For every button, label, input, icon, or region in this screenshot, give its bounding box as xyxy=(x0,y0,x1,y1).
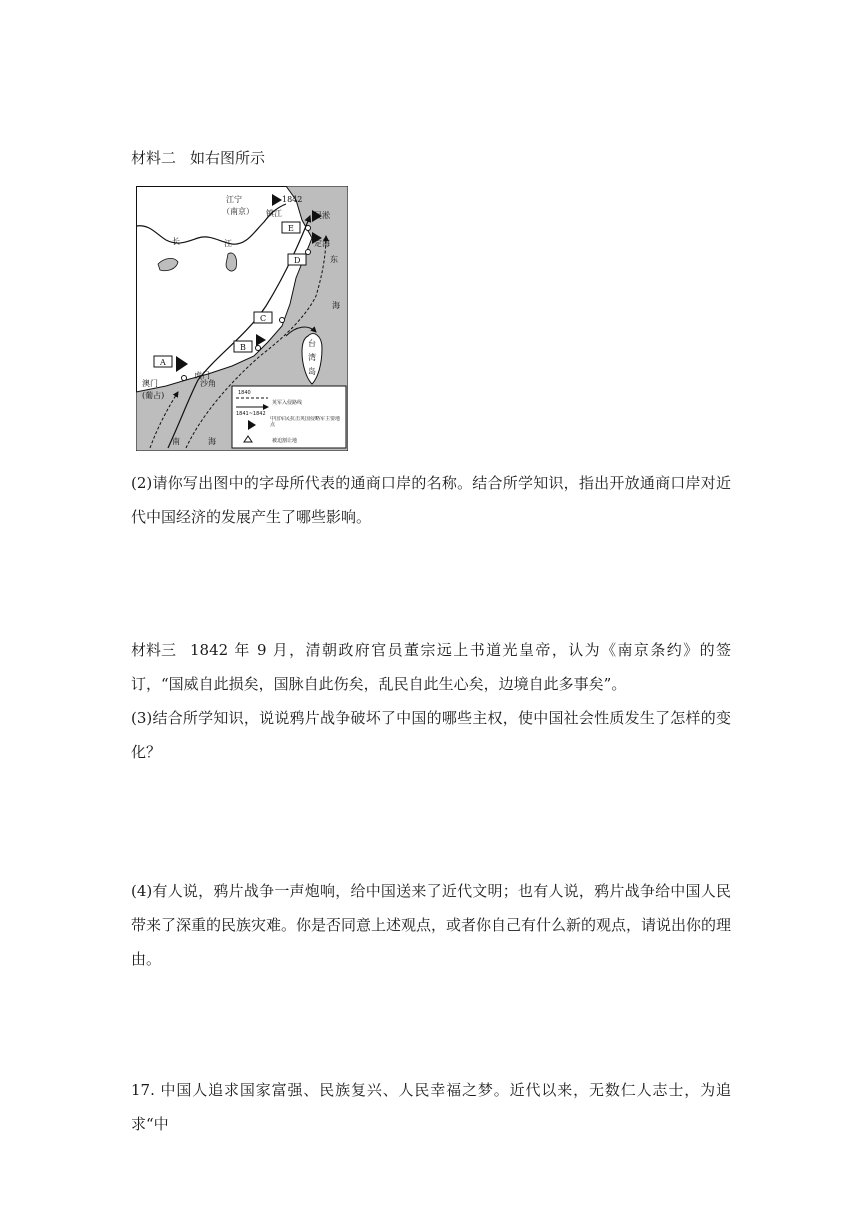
material-three-text: 1842 年 9 月，清朝政府官员董宗远上书道光皇帝，认为《南京条约》的签订，“国威自此损矣，国脉自此伤矣，乱民自此生心矣，边境自此多事矣”。 xyxy=(131,641,731,693)
place-macau: 澳门 xyxy=(142,379,158,388)
label-dao: 岛 xyxy=(308,367,316,376)
material-three xyxy=(131,633,731,701)
material-two-line xyxy=(131,141,731,175)
material-two-label: 材料二 xyxy=(131,149,177,167)
material-three-label: 材料三 xyxy=(131,641,177,659)
question-2: (2)请你写出图中的字母所代表的通商口岸的名称。结合所学知识，指出开放通商口岸对近代中国经济的发展产生了哪些影响。 xyxy=(131,474,731,526)
legend-cede: 被迫割让地 xyxy=(272,438,298,444)
label-hai: 海 xyxy=(332,301,340,310)
place-wusong: 吴淞 xyxy=(314,211,330,220)
letter-a: A xyxy=(160,358,166,367)
place-macau-note: (葡占) xyxy=(142,391,165,400)
legend-route: 英军入侵路线 xyxy=(272,400,303,406)
label-sea: 海 xyxy=(208,437,216,446)
label-1842: 1842 xyxy=(282,195,303,204)
question-3: (3)结合所学知识，说说鸦片战争破坏了中国的哪些主权，使中国社会性质发生了怎样的变化？ xyxy=(131,709,731,761)
letter-e: E xyxy=(288,224,294,233)
label-wan: 湾 xyxy=(308,353,316,362)
letter-b: B xyxy=(240,343,246,352)
lake-poyang xyxy=(226,253,237,271)
letter-c: C xyxy=(260,314,267,323)
legend-1841-1842: 1841~1842 xyxy=(236,411,266,417)
place-humen: 虎门 xyxy=(194,371,210,380)
place-shajiao: 沙角 xyxy=(200,379,216,388)
label-tai: 台 xyxy=(308,339,316,348)
place-dinghai: 定海 xyxy=(314,239,330,248)
material-two-text: 如右图所示 xyxy=(190,149,266,167)
label-dong: 东 xyxy=(330,255,338,264)
legend-resist: 中国军民抗击英国侵略军主要地点 xyxy=(270,416,341,428)
letter-d: D xyxy=(294,256,301,265)
place-zhenjiang: 镇江 xyxy=(266,209,282,218)
place-jiangning: 江宁 xyxy=(226,195,242,204)
question-4: (4)有人说，鸦片战争一声炮响，给中国送来了近代文明；也有人说，鸦片战争给中国人民带来了深重的民族灾难。你是否同意上述观点，或者你自己有什么新的观点，请说出你的理由。 xyxy=(131,882,732,968)
label-south: 南 xyxy=(172,437,180,446)
question-17: 17. 中国人追求国家富强、民族复兴、人民幸福之梦。近代以来，无数仁人志士，为追求“中 xyxy=(131,1081,731,1133)
label-chang: 长 xyxy=(172,237,180,246)
opium-war-map xyxy=(136,186,348,451)
place-nanjing: （南京） xyxy=(222,207,254,216)
label-jiang: 江 xyxy=(224,239,232,248)
legend-1840: 1840 xyxy=(238,390,251,396)
